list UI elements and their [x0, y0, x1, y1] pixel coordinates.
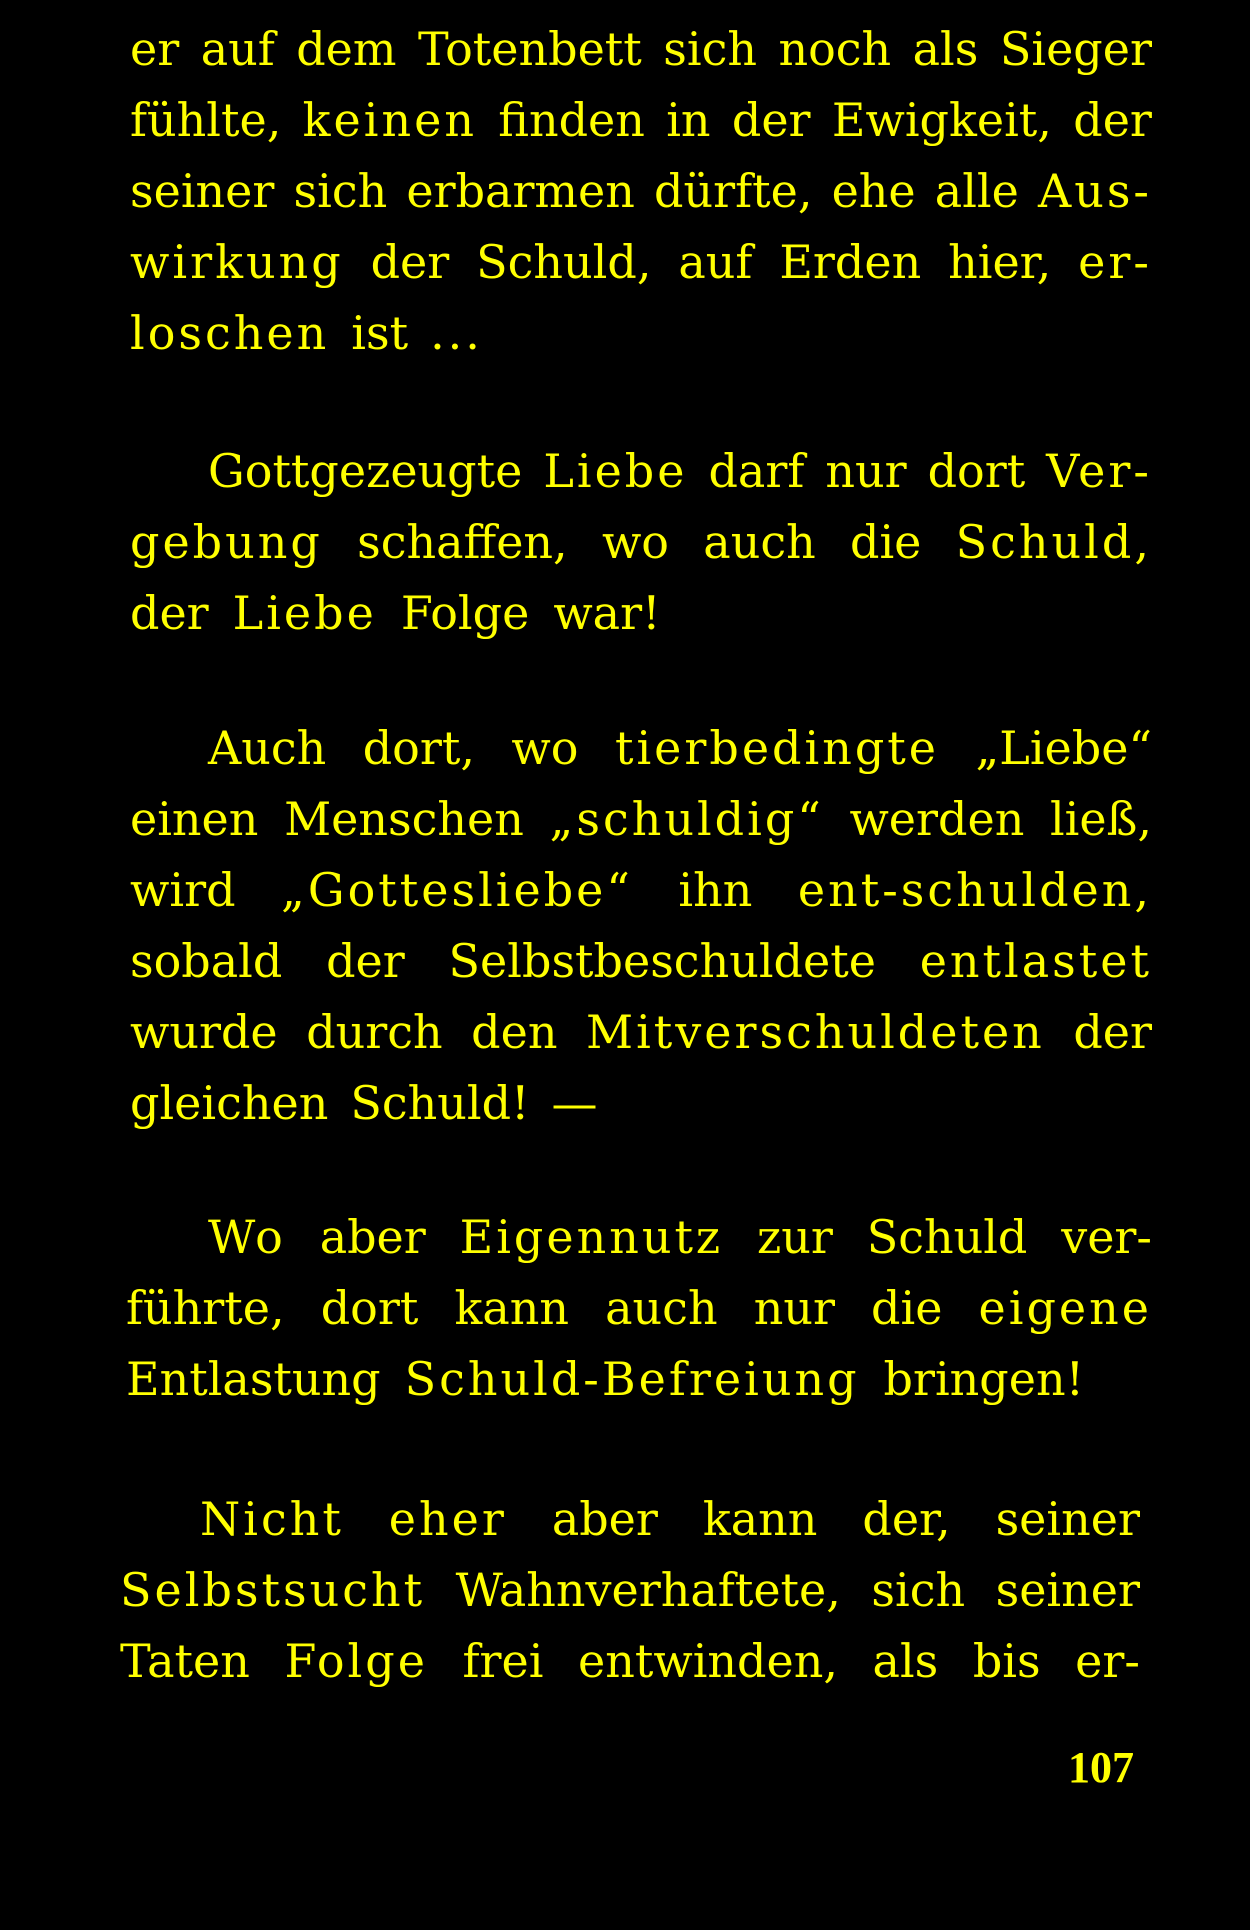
word: aber [319, 1210, 426, 1264]
word: wurde [130, 1005, 278, 1059]
word: Entlastung [126, 1352, 381, 1406]
word: der [731, 93, 811, 147]
text-line [120, 1634, 1140, 1690]
word: gebung [130, 515, 323, 569]
word: der [326, 934, 405, 988]
word: Auch [208, 721, 327, 775]
text-line [126, 1281, 1152, 1337]
text-line [130, 792, 1152, 848]
word: eigene [978, 1281, 1152, 1335]
word: „schuldig“ [549, 792, 824, 846]
word: Wo [208, 1210, 286, 1264]
word: als [872, 1634, 939, 1688]
word: sich [871, 1563, 966, 1617]
word: hier, [948, 235, 1052, 289]
word: er [130, 22, 180, 76]
word: Schuld, [476, 235, 652, 289]
word: ent-schulden, [797, 863, 1152, 917]
word: schaffen, [357, 515, 568, 569]
word: der, [862, 1492, 951, 1546]
word: Mitverschuldeten [585, 1005, 1045, 1059]
word: entlastet [919, 934, 1152, 988]
word: durch [306, 1005, 443, 1059]
word: werden [849, 792, 1025, 846]
text-line [130, 515, 1152, 571]
word: in [666, 93, 711, 147]
word: ließ, [1049, 792, 1152, 846]
text-line [120, 1563, 1140, 1619]
word: fühlte, [130, 93, 282, 147]
text-line [208, 444, 1152, 500]
word: Schuld, [955, 515, 1152, 569]
word: Schuld-Befreiung [404, 1352, 860, 1406]
word: wo [511, 721, 579, 775]
word: der [1073, 1005, 1152, 1059]
text-line [130, 22, 1152, 78]
word: finden [498, 93, 645, 147]
word: dort [320, 1281, 419, 1335]
text-line [130, 1005, 1152, 1061]
word: die [871, 1281, 943, 1335]
text-line [126, 1352, 1085, 1408]
word: ist [351, 306, 409, 360]
word: auf [678, 235, 753, 289]
word: ehe [831, 164, 916, 218]
word: dürfte, [654, 164, 813, 218]
word: Wahnverhaftete, [455, 1563, 841, 1617]
word: dort [927, 444, 1026, 498]
word: alle [934, 164, 1019, 218]
word: tierbedingte [614, 721, 939, 775]
word: wirkung [130, 235, 344, 289]
word: kann [454, 1281, 570, 1335]
word: auch [605, 1281, 718, 1335]
word: „Liebe“ [975, 721, 1152, 775]
word: darf [708, 444, 805, 498]
word: erbarmen [406, 164, 635, 218]
text-line [130, 586, 661, 642]
word: Selbstbeschuldete [448, 934, 876, 988]
word: „Gottesliebe“ [281, 863, 633, 917]
word: als [912, 22, 979, 76]
word: Schuld [866, 1210, 1028, 1264]
word: noch [778, 22, 892, 76]
word: er- [1075, 1634, 1140, 1688]
text-line [130, 306, 483, 362]
word: ... [430, 306, 483, 360]
word: der [370, 235, 450, 289]
word: er- [1078, 235, 1152, 289]
word: Nicht [200, 1492, 344, 1546]
text-line [208, 1210, 1152, 1266]
word: sobald [130, 934, 283, 988]
word: war! [553, 586, 661, 640]
word: Ewigkeit, [831, 93, 1052, 147]
word: dort, [362, 721, 475, 775]
word: aber [551, 1492, 658, 1546]
word: seiner [995, 1492, 1140, 1546]
word: die [850, 515, 922, 569]
word: Liebe [543, 444, 688, 498]
word: ver- [1061, 1210, 1152, 1264]
word: führte, [126, 1281, 285, 1335]
word: der [130, 586, 209, 640]
word: den [471, 1005, 558, 1059]
text-line [130, 1076, 598, 1132]
word: zur [757, 1210, 833, 1264]
word: seiner [995, 1563, 1140, 1617]
word: einen [130, 792, 259, 846]
word: keinen [302, 93, 477, 147]
word: Aus- [1037, 164, 1152, 218]
word: Ver- [1046, 444, 1152, 498]
word: wo [601, 515, 670, 569]
word: gleichen [130, 1076, 329, 1130]
word: sich [663, 22, 757, 76]
word: Gottgezeugte [208, 444, 523, 498]
word: seiner [130, 164, 275, 218]
word: Erden [779, 235, 922, 289]
word: Totenbett [418, 22, 642, 76]
word: bringen! [883, 1352, 1085, 1406]
word: auch [703, 515, 816, 569]
text-line [130, 934, 1152, 990]
word: Schuld! [350, 1076, 530, 1130]
word: Menschen [284, 792, 524, 846]
text-line [208, 721, 1152, 777]
word: eher [388, 1492, 507, 1546]
page-number: 107 [1068, 1743, 1134, 1792]
word: — [551, 1076, 598, 1130]
word: Folge [400, 586, 530, 640]
word: Liebe [232, 586, 377, 640]
word: ihn [678, 863, 753, 917]
text-line [130, 93, 1152, 149]
word: Selbstsucht [120, 1563, 426, 1617]
text-line [130, 164, 1152, 220]
word: entwinden, [578, 1634, 838, 1688]
text-line [130, 235, 1152, 291]
word: Eigennutz [459, 1210, 724, 1264]
text-line [130, 863, 1152, 919]
word: frei [462, 1634, 544, 1688]
word: wird [130, 863, 236, 917]
word: Sieger [999, 22, 1152, 76]
word: Folge [284, 1634, 428, 1688]
word: dem [296, 22, 397, 76]
word: nur [753, 1281, 835, 1335]
word: bis [972, 1634, 1041, 1688]
word: sich [293, 164, 388, 218]
text-line [200, 1492, 1140, 1548]
word: kann [702, 1492, 818, 1546]
word: auf [200, 22, 275, 76]
word: Taten [120, 1634, 250, 1688]
word: nur [825, 444, 907, 498]
word: der [1073, 93, 1152, 147]
word: loschen [130, 306, 330, 360]
